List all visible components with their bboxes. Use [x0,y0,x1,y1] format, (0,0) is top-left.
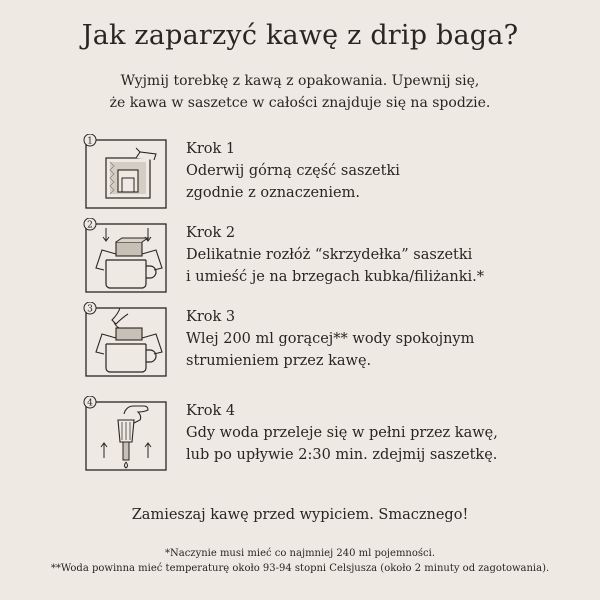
step-4-heading: Krok 4 [186,403,236,419]
step-3-line-1: Wlej 200 ml gorącej** wody spokojnym [186,331,475,347]
intro-line-2: że kawa w saszetce w całości znajduje się na spodzie. [109,95,491,111]
step-2-heading: Krok 2 [186,225,236,241]
step-4-number: 4 [87,398,93,409]
step-4 [80,396,580,472]
step-1 [80,134,580,210]
place-on-cup-icon [80,218,168,294]
pour-water-icon [80,302,168,378]
step-1-number: 1 [87,136,93,147]
step-2-text [186,222,484,288]
intro-line-1: Wyjmij torebkę z kawą z opakowania. Upewnij się, [120,73,480,89]
step-4-line-2: lub po upływie 2:30 min. zdejmij saszetkę. [186,447,498,463]
step-2-number: 2 [87,220,93,231]
step-1-line-2: zgodnie z oznaczeniem. [186,185,360,201]
step-3-text [186,306,474,372]
closing-text: Zamieszaj kawę przed wypiciem. Smacznego! [131,507,469,523]
step-3-line-2: strumieniem przez kawę. [186,353,372,369]
step-1-heading: Krok 1 [186,141,236,157]
step-3 [80,302,580,378]
step-2-line-2: i umieść je na brzegach kubka/filiżanki.* [186,269,485,285]
intro-text [0,70,600,114]
step-2 [80,218,580,294]
footnote-1: *Naczynie musi mieć co najmniej 240 ml pojemności. [164,548,435,559]
step-2-line-1: Delikatnie rozłóż “skrzydełka” saszetki [186,247,473,263]
remove-sachet-icon [80,396,168,472]
footnotes [0,546,600,576]
page-title: Jak zaparzyć kawę z drip baga? [81,20,519,51]
step-3-number: 3 [87,304,93,315]
step-1-text [186,138,400,204]
step-4-line-1: Gdy woda przeleje się w pełni przez kawę, [186,425,498,441]
tear-sachet-icon [80,134,168,210]
step-1-line-1: Oderwij górną część saszetki [186,163,400,179]
step-4-text [186,400,498,466]
step-3-heading: Krok 3 [186,309,236,325]
footnote-2: **Woda powinna mieć temperaturę około 93-94 stopni Celsjusza (około 2 minuty od zagotowania). [50,563,550,574]
